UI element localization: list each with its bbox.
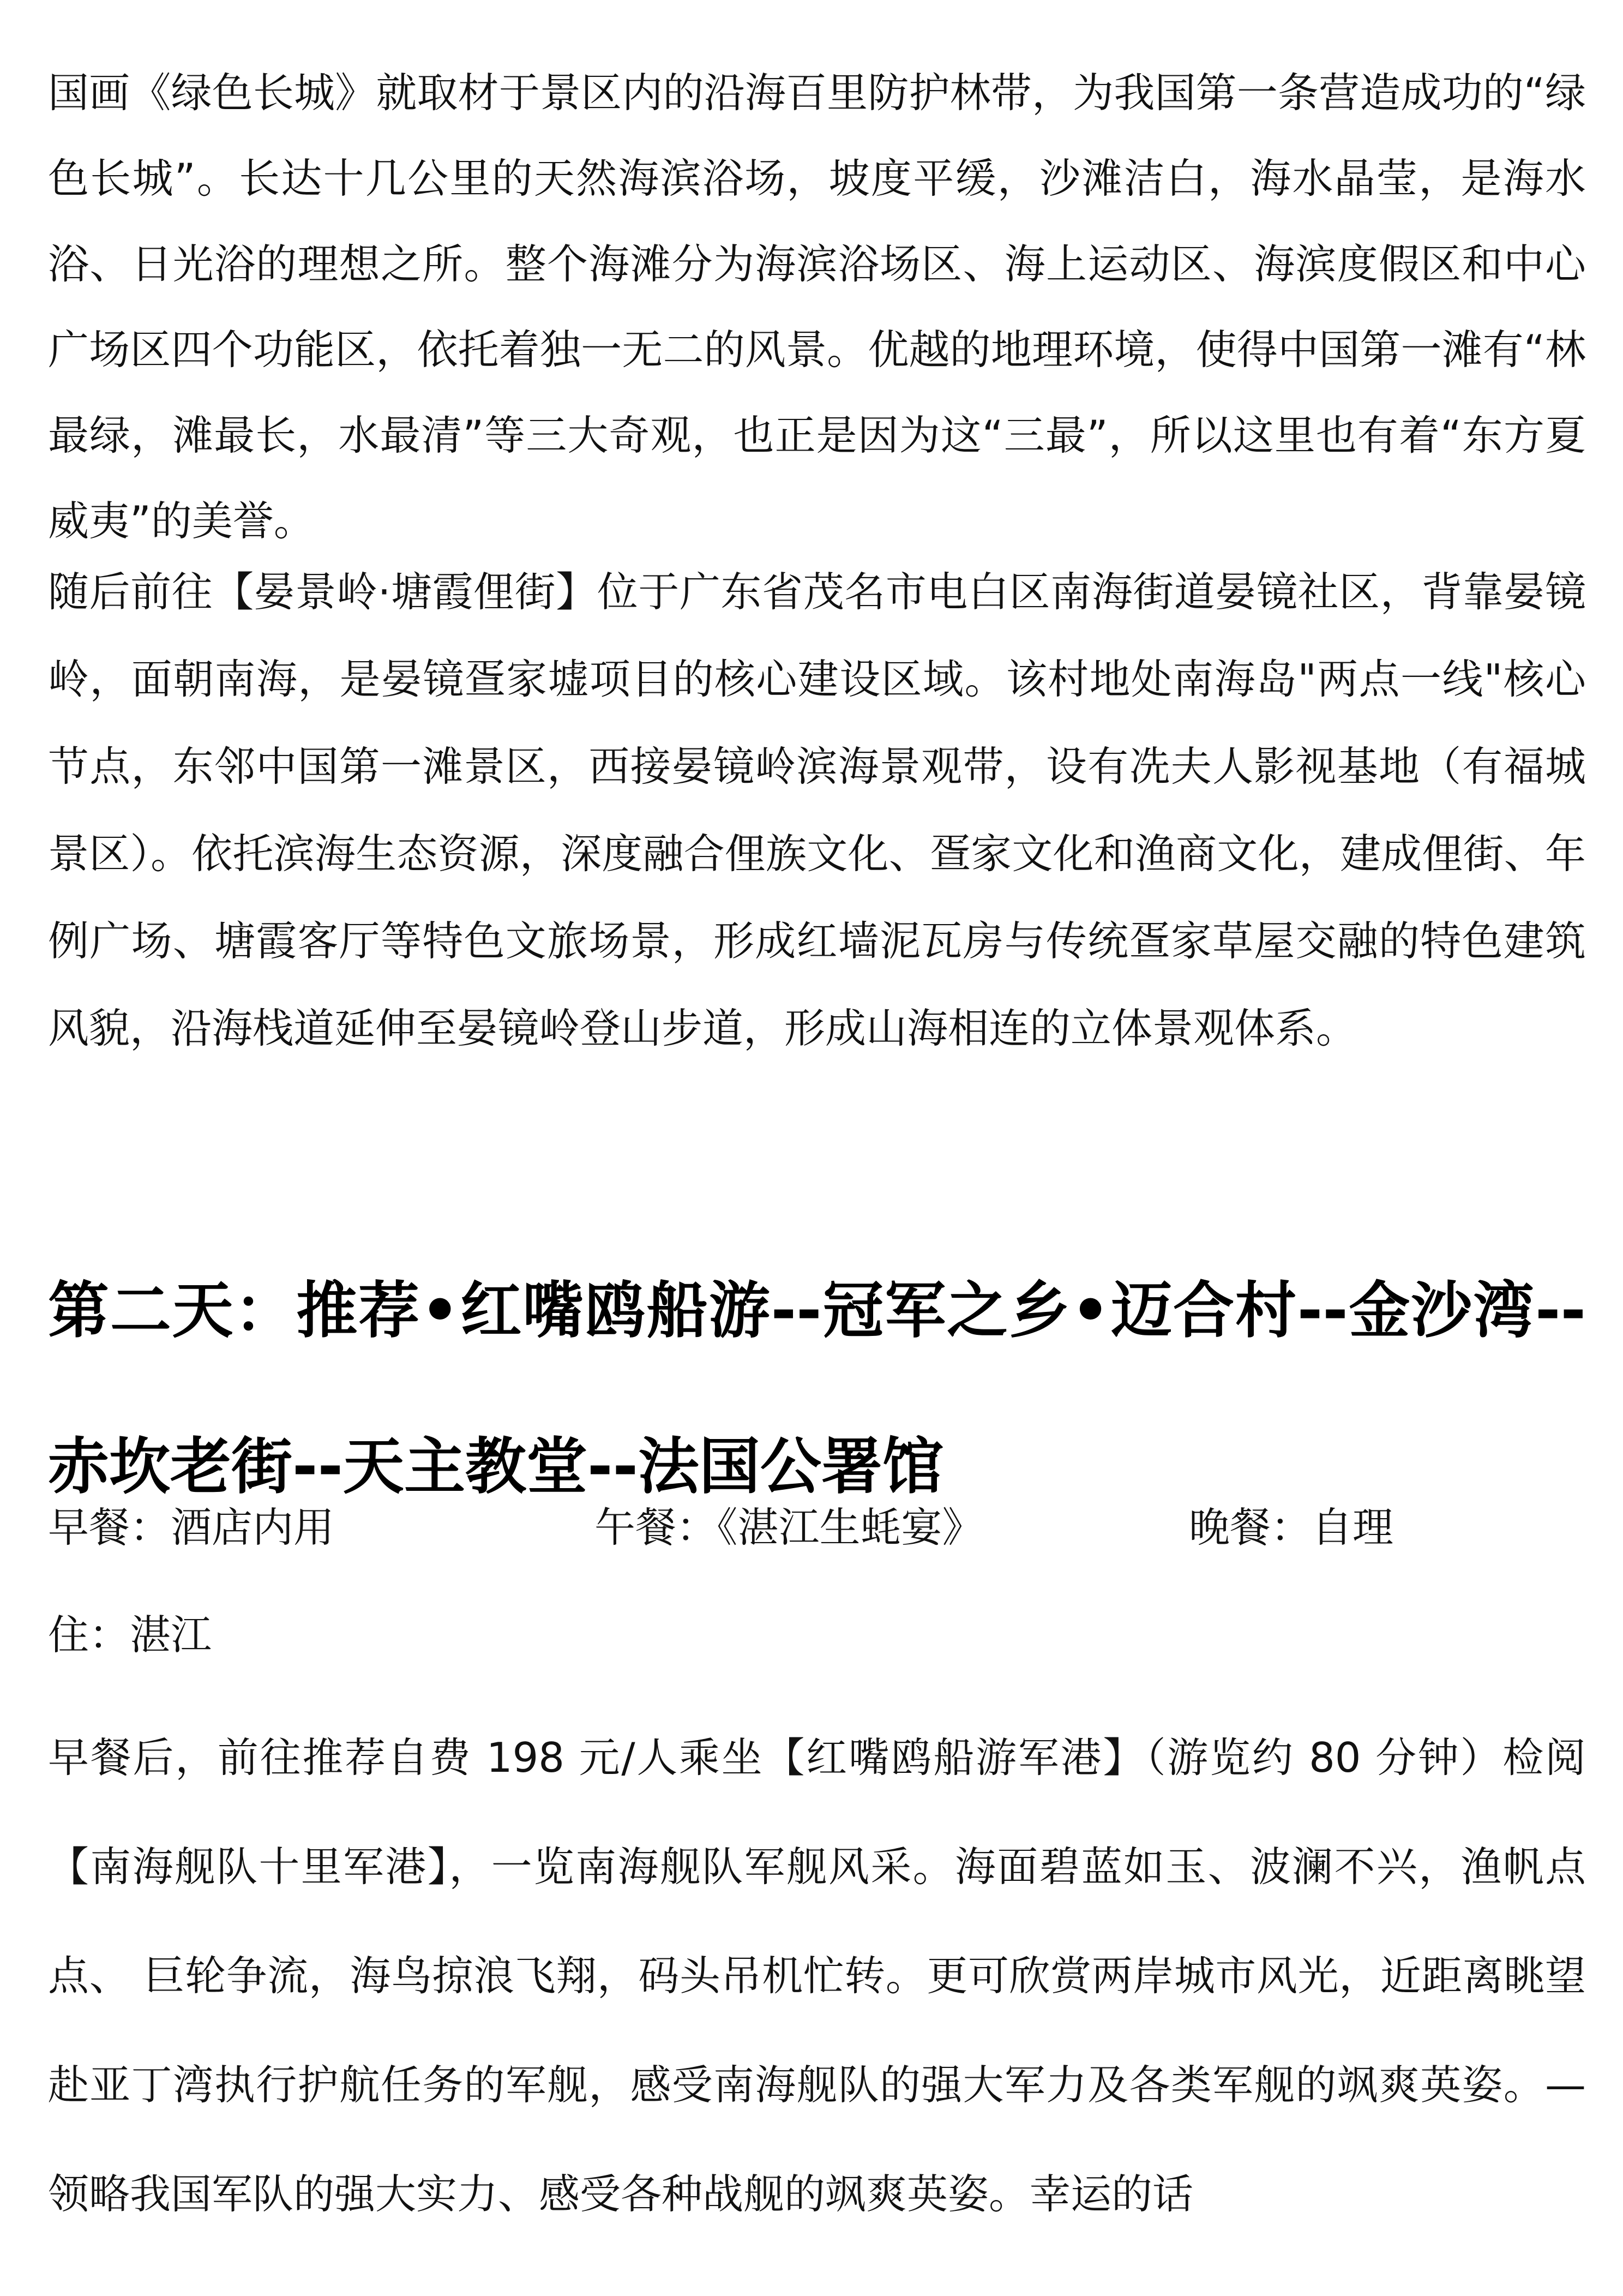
meals-row	[0, 1484, 1623, 1571]
dinner-info: 晚餐：自理	[1189, 1503, 1394, 1551]
breakfast-info: 早餐：酒店内用	[48, 1503, 335, 1551]
day-two-heading: 第二天：推荐•红嘴鸥船游--冠军之乡•迈合村--金沙湾--赤坎老街--天主教堂--法国公署馆	[48, 1275, 1586, 1502]
paragraph-green-great-wall: 国画《绿色长城》就取材于景区内的沿海百里防护林带，为我国第一条营造成功的“绿色长城”。长达十几公里的天然海滨浴场，坡度平缓，沙滩洁白，海水晶莹，是海水浴、日光浴的理想之所。整个海滩分为海滨浴场区、海上运动区、海滨度假区和中心广场区四个功能区，依托着独一无二的风景。优越的地理环境，使得中国第一滩有“林最绿，滩最长，水最清”等三大奇观，也正是因为这“三最”，所以这里也有着“东方夏威夷”的美誉。	[48, 69, 1586, 545]
paragraph-yanjingling-street: 随后前往【晏景岭·塘霞俚街】位于广东省茂名市电白区南海街道晏镜社区，背靠晏镜岭，面朝南海，是晏镜疍家墟项目的核心建设区域。该村地处南海岛"两点一线"核心节点，东邻中国第一滩景区，西接晏镜岭滨海景观带，设有冼夫人影视基地（有福城景区）。依托滨海生态资源，深度融合俚族文化、疍家文化和渔商文化，建成俚街、年例广场、塘霞客厅等特色文旅场景，形成红墙泥瓦房与传统疍家草屋交融的特色建筑风貌，沿海栈道延伸至晏镜岭登山步道，形成山海相连的立体景观体系。	[48, 568, 1586, 1052]
accommodation-info: 住：湛江	[48, 1611, 212, 1659]
lunch-info: 午餐：《湛江生蚝宴》	[594, 1503, 983, 1551]
paragraph-military-port-cruise: 早餐后，前往推荐自费 198 元/人乘坐【红嘴鸥船游军港】（游览约 80 分钟）检阅【南海舰队十里军港】，一览南海舰队军舰风采。海面碧蓝如玉、波澜不兴，渔帆点点、 巨轮争流，海鸟掠浪飞翔，码头吊机忙转。更可欣赏两岸城市风光，近距离眺望赴亚丁湾执行护航任务的军舰，感受南海舰队的强大军力及各类军舰的飒爽英姿。—领略我国军队的强大实力、感受各种战舰的飒爽英姿。幸运的话	[48, 1734, 1586, 2218]
